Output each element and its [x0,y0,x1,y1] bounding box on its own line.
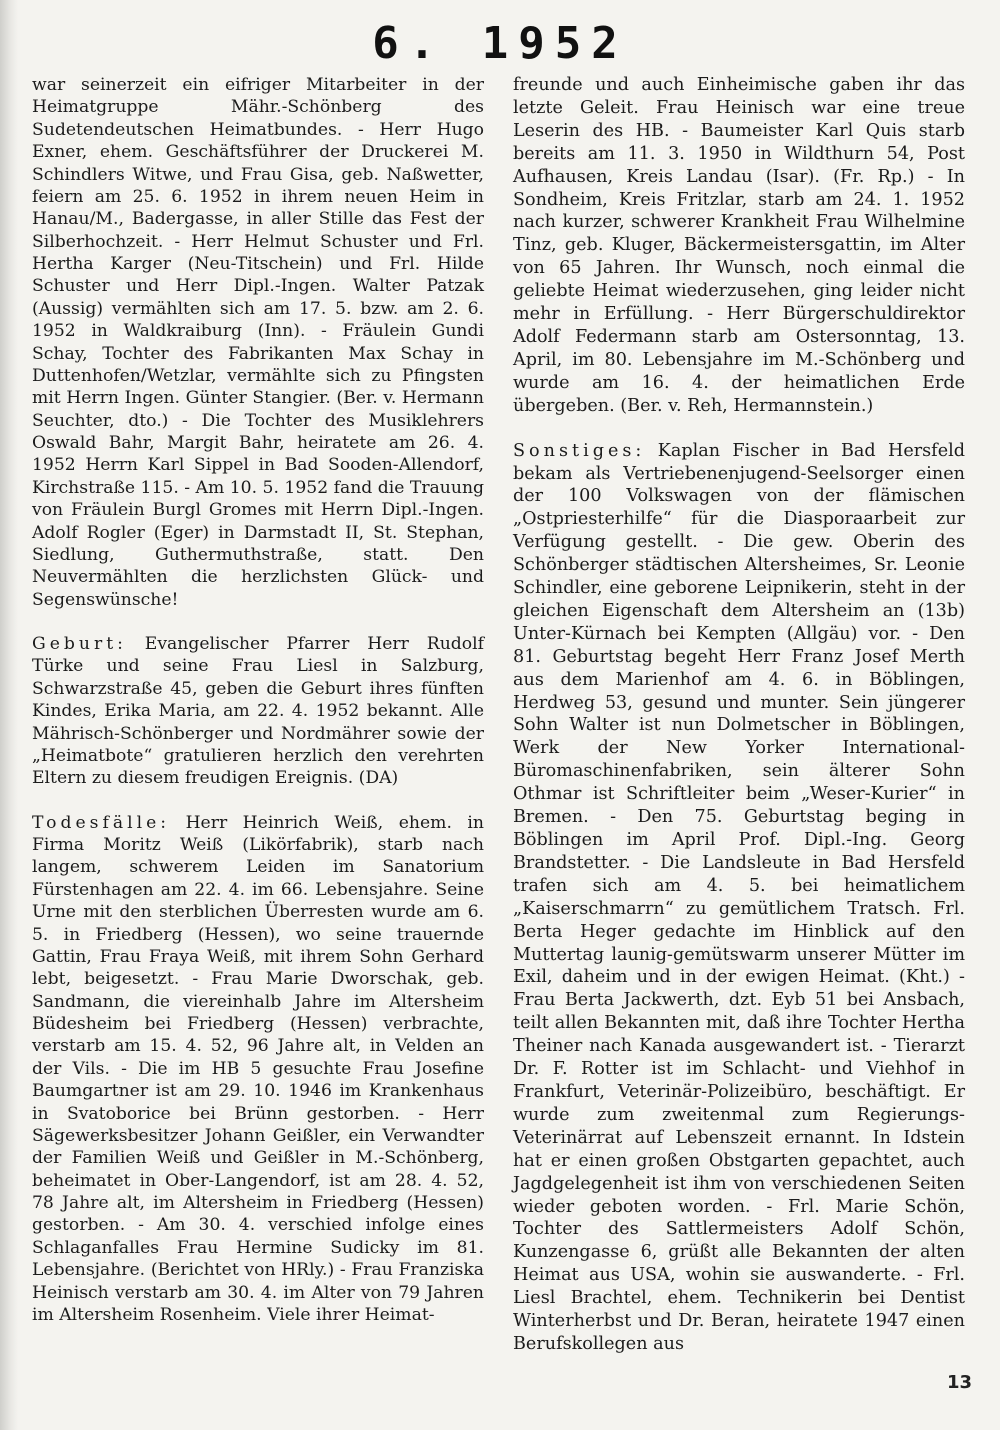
right-column [513,74,965,1356]
paragraph-text: Kaplan Fischer in Bad Hersfeld bekam als Vertriebenenjugend-Seelsorger einen der 100 Volkswagen von der flämischen „Ostpriesterhilfe“ für die Diasporaarbeit zur Verfügung gestellt. - Die gew. Oberin des Schönberger städtischen Altersheimes, Sr. Leonie Schindler, eine geborene Leipnikerin, steht in der gleichen Eigenschaft dem Altersheim an (13b) Unter-Kürnach bei Kempten (Allgäu) vor. - Den 81. Geburtstag begeht Herr Franz Josef Merth aus dem Marienhof am 4. 6. in Böblingen, Herdweg 53, gesund und munter. Sein jüngerer Sohn Walter ist nun Dolmetscher in Böblingen, Werk der New Yorker International-Büromaschinenfabriken, sein älterer Sohn Othmar ist Schriftleiter beim „Weser-Kurier“ in Bremen. - Den 75. Geburtstag beging in Böblingen im April Prof. Dipl.-Ing. Georg Brandstetter. - Die Landsleute in Bad Hersfeld trafen sich am 4. 5. bei heimatlichem „Kaiserschmarrn“ zu gemütlichem Tratsch. Frl. Berta Heger gedachte im Hinblick auf den Muttertag launig-gemütswarm unserer Mütter im Exil, daheim und in der ewigen Heimat. (Kht.) - Frau Berta Jackwerth, dzt. Eyb 51 bei Ansbach, teilt allen Bekannten mit, daß ihre Tochter Hertha Theiner nach Kanada ausgewandert ist. - Tierarzt Dr. F. Rotter ist im Schlacht- und Viehhof in Frankfurt, Veterinär-Polizeibüro, beschäftigt. Er wurde zum zweitenmal zum Regierungs-Veterinärrat auf Lebenszeit ernannt. In Idstein hat er einen großen Obstgarten gepachtet, auch Jagdgelegenheit ist ihm von verschiedenen Seiten wieder geboten worden. - Frl. Marie Schön, Tochter des Sattlermeisters Adolf Schön, Kunzengasse 6, grüßt alle Bekannten der alten Heimat aus USA, wohin sie auswanderte. - Frl. Liesl Brachtel, ehem. Technikerin bei Dentist Winterherbst und Dr. Beran, heiratete 1947 einen Berufskollegen aus [513,440,965,1354]
section-label-geburt: Geburt: [32,634,127,654]
paragraph-text: war seinerzeit ein eifriger Mitarbeiter in der Heimatgruppe Mähr.-Schönberg des Sudetendeutschen Heimatbundes. - Herr Hugo Exner, ehem. Geschäftsführer der Druckerei M. Schindlers Witwe, und Frau Gisa, geb. Naßwetter, feiern am 25. 6. 1952 in ihrem neuen Heim in Hanau/M., Badergasse, in aller Stille das Fest der Silberhochzeit. - Herr Helmut Schuster und Frl. Hertha Karger (Neu-Titschein) und Frl. Hilde Schuster und Herr Dipl.-Ingen. Walter Patzak (Aussig) vermählten sich am 17. 5. bzw. am 2. 6. 1952 in Waldkraiburg (Inn). - Fräulein Gundi Schay, Tochter des Fabrikanten Max Schay in Duttenhofen/Wetzlar, vermählte sich zu Pfingsten mit Herrn Ingen. Günter Stangier. (Ber. v. Hermann Seuchter, dto.) - Die Tochter des Musiklehrers Oswald Bahr, Margit Bahr, heiratete am 26. 4. 1952 Herrn Karl Sippel in Bad Sooden-Allendorf, Kirchstraße 115. - Am 10. 5. 1952 fand die Trauung von Fräulein Burgl Gromes mit Herrn Dipl.-Ingen. Adolf Rogler (Eger) in Darmstadt II, St. Stephan, Siedlung, Guthermuthstraße, statt. Den Neuvermählten die herzlichsten Glück- und Segenswünsche! [32,75,485,610]
paragraph-text: freunde und auch Einheimische gaben ihr das letzte Geleit. Frau Heinisch war eine treue Leserin des HB. - Baumeister Karl Quis starb bereits am 11. 3. 1950 in Wildthurn 54, Post Aufhausen, Kreis Landau (Isar). (Fr. Rp.) - In Sondheim, Kreis Fritzlar, starb am 24. 1. 1952 nach kurzer, schwerer Krankheit Frau Wilhelmine Tinz, geb. Kluger, Bäckermeistersgattin, im Alter von 65 Jahren. Ihr Wunsch, noch einmal die geliebte Heimat wiederzusehen, ging leider nicht mehr in Erfüllung. - Herr Bürgerschuldirektor Adolf Federmann starb am Ostersonntag, 13. April, im 80. Lebensjahre im M.-Schönberg und wurde am 16. 4. der heimatlichen Erde übergeben. (Ber. v. Reh, Hermannstein.) [513,75,965,416]
paragraph-miscellaneous [513,440,965,1356]
page-header: 6. 1952 [372,18,628,69]
paragraph-text: Evangelischer Pfarrer Herr Rudolf Türke und seine Frau Liesl in Salzburg, Schwarzstraße 45, geben die Geburt ihres fünften Kindes, Erika Maria, am 22. 4. 1952 bekannt. Alle Mährisch-Schönberger und Nordmährer sowie der „Heimatbote“ gratulieren herzlich den verehrten Eltern zu diesem freudigen Ereignis. (DA) [32,634,484,789]
page-number: 13 [946,1372,972,1393]
issue-number: 6 [372,18,409,69]
section-label-sonstiges: Sonstiges: [513,440,646,461]
paragraph-weddings [32,74,484,611]
paragraph-births [32,633,484,790]
left-column [32,74,484,1326]
section-label-todesfaelle: Todesfälle: [32,812,171,833]
paragraph-text: Herr Heinrich Weiß, ehem. in Firma Moritz Weiß (Likörfabrik), starb nach langem, schwerem Leiden im Sanatorium Fürstenhagen am 22. 4. im 66. Lebensjahre. Seine Urne mit den sterblichen Überresten wurde am 6. 5. in Friedberg (Hessen), wo seine trauernde Gattin, Frau Fraya Weiß, mit ihrem Sohn Gerhard lebt, beigesetzt. - Frau Marie Dworschak, geb. Sandmann, die viereinhalb Jahre im Altersheim Büdesheim bei Friedberg (Hessen) verbrachte, verstarb am 15. 4. 52, 96 Jahre alt, in Velden an der Vils. - Die im HB 5 gesuchte Frau Josefine Baumgartner ist am 29. 10. 1946 im Krankenhaus in Svatoborice bei Brünn gestorben. - Herr Sägewerksbesitzer Johann Geißler, ein Verwandter der Familien Weiß und Geißler in M.-Schönberg, beheimatet in Ober-Langendorf, ist am 28. 4. 52, 78 Jahre alt, im Altersheim in Friedberg (Hessen) gestorben. - Am 30. 4. verschied infolge eines Schlaganfalles Frau Hermine Sudicky im 81. Lebensjahre. (Berichtet von HRly.) - Frau Franziska Heinisch verstarb am 30. 4. im Alter von 79 Jahren im Altersheim Rosenheim. Viele ihrer Heimat- [32,812,484,1325]
page-binding-shadow [0,0,18,1430]
issue-year: 1952 [481,18,628,69]
paragraph-deaths-continued [513,74,965,418]
paragraph-deaths [32,812,484,1327]
